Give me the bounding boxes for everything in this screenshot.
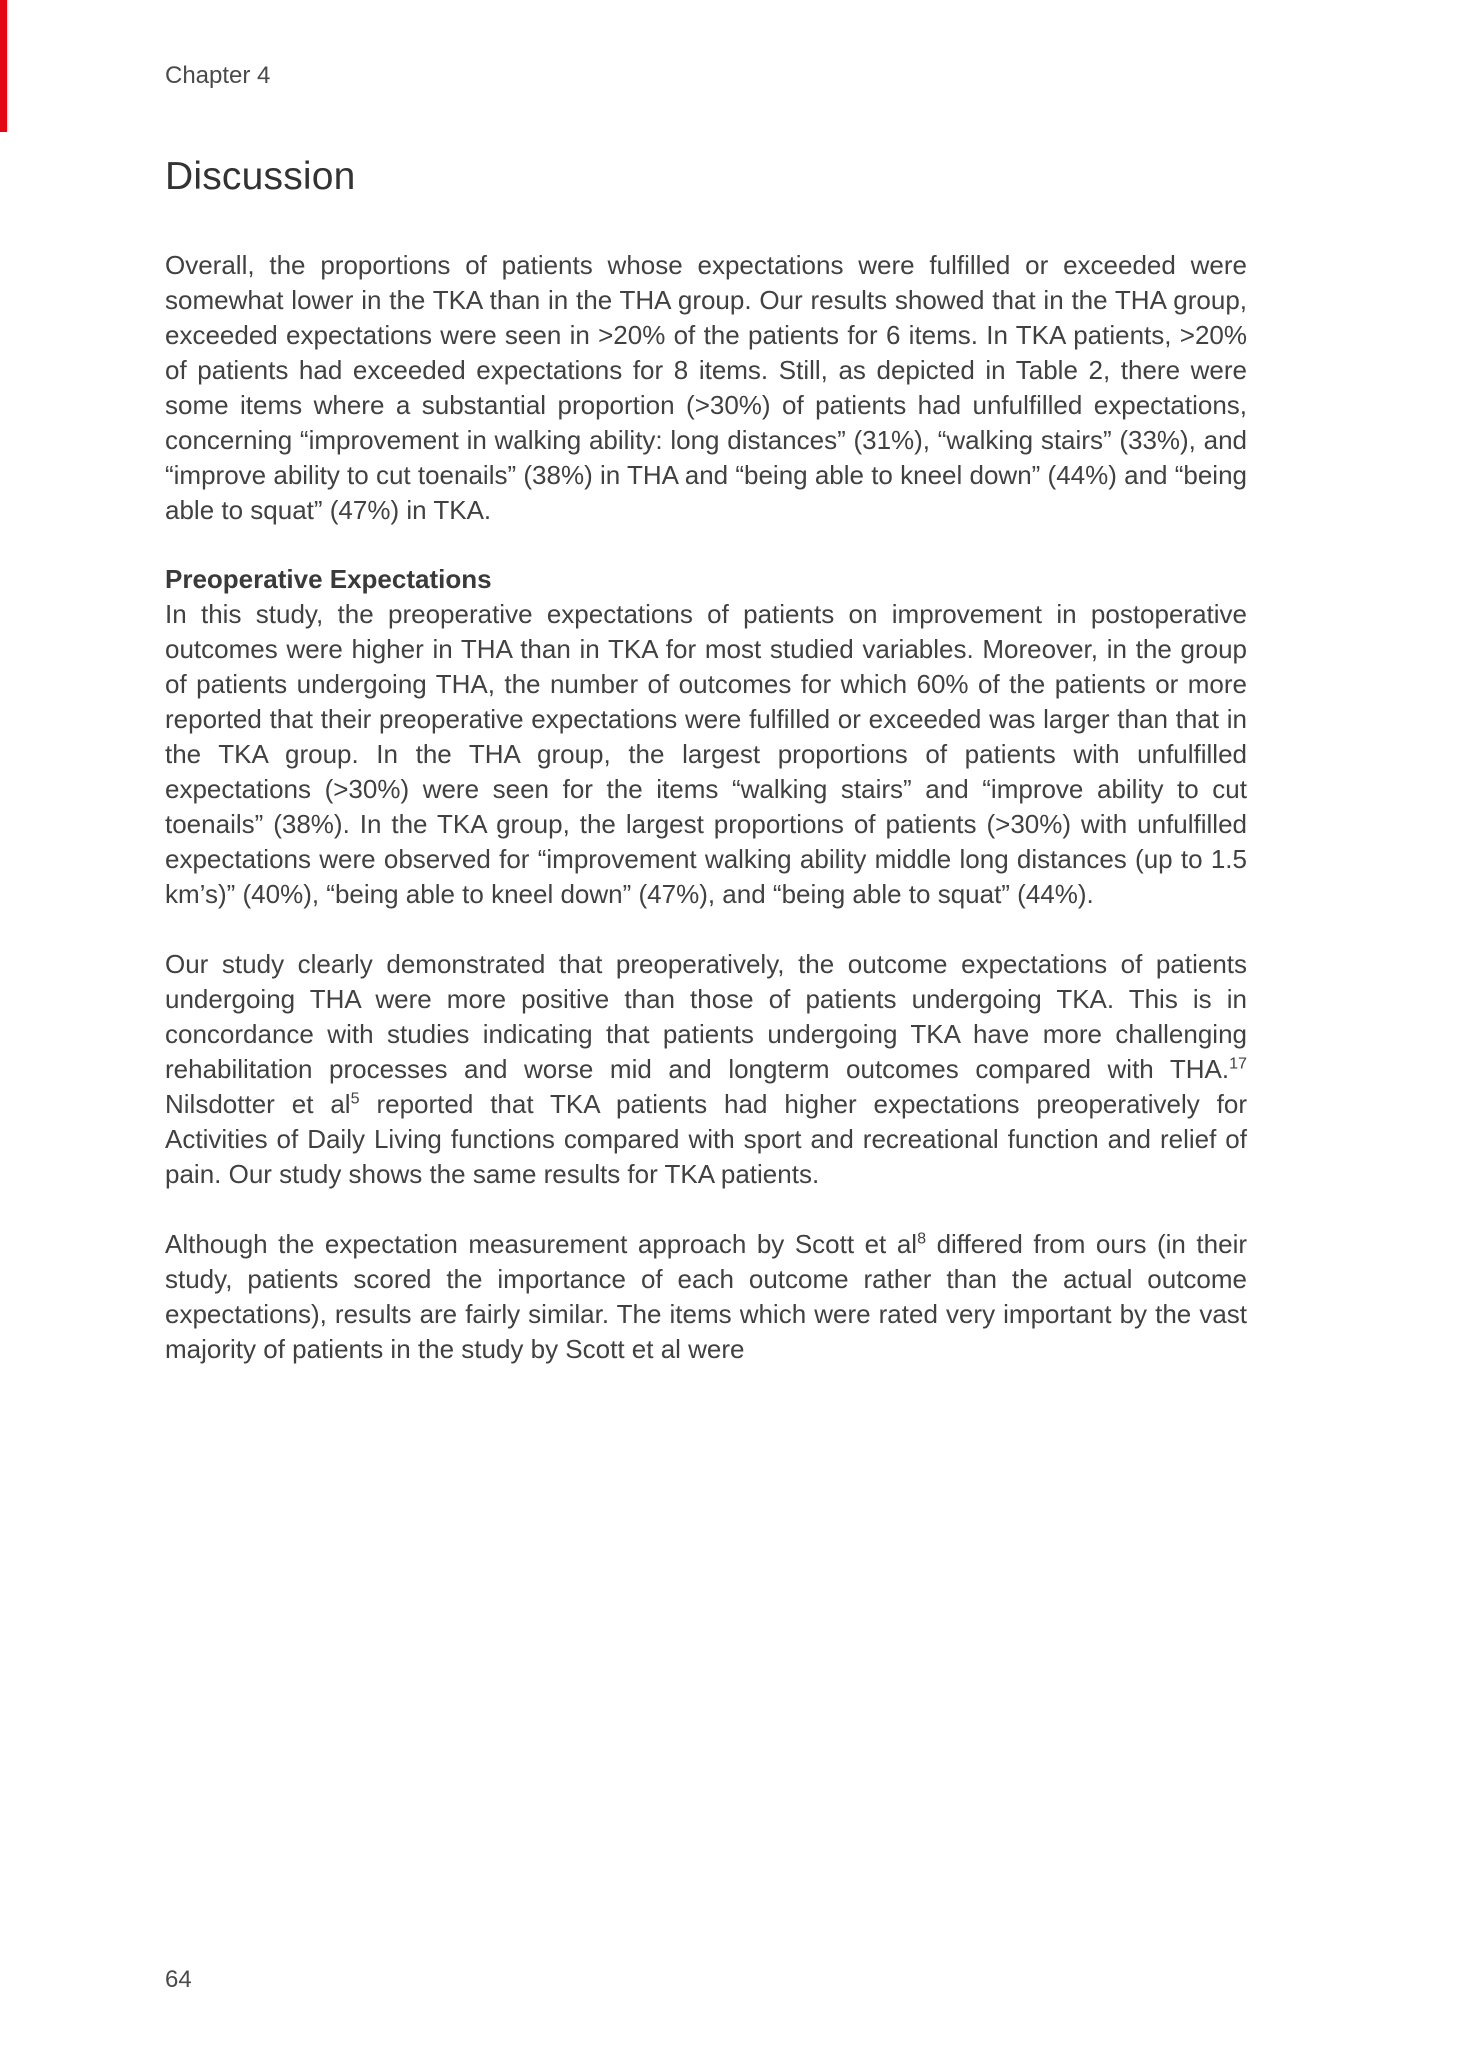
text-run: Although the expectation measurement approach by Scott et al (165, 1229, 918, 1259)
paragraph-study-comparison (165, 947, 1247, 1192)
text-run: Our study clearly demonstrated that preoperatively, the outcome expectations of patients undergoing THA were more positive than those of patients undergoing TKA. This is in concordance with studies indicating that patients undergoing TKA have more challenging rehabilitation processes and worse mid and longterm outcomes compared with THA. (165, 949, 1247, 1084)
paragraph-scott-comparison (165, 1227, 1247, 1367)
page-number: 64 (165, 1966, 192, 1993)
reference-superscript-8: 8 (917, 1229, 927, 1248)
running-header-chapter: Chapter 4 (165, 62, 271, 89)
reference-superscript-17: 17 (1229, 1054, 1247, 1073)
text-run: differed from ours (in their study, patients scored the importance of each outcome rather than the actual outcome expectations), results are fairly similar. The items which were rated very important by the vast majority of patients in the study by Scott et al were (165, 1229, 1248, 1364)
paragraph-preoperative-expectations: In this study, the preoperative expectations of patients on improvement in postoperative outcomes were higher in THA than in TKA for most studied variables. Moreover, in the group of patients undergoing THA, the number of outcomes for which 60% of the patients or more reported that their preoperative expectations were fulfilled or exceeded was larger than that in the TKA group. In the THA group, the largest proportions of patients with unfulfilled expectations (>30%) were seen for the items “walking stairs” and “improve ability to cut toenails” (38%). In the TKA group, the largest proportions of patients (>30%) with unfulfilled expectations were observed for “improvement walking ability middle long distances (up to 1.5 km’s)” (40%), “being able to kneel down” (47%), and “being able to squat” (44%). (165, 599, 1247, 909)
text-run: Nilsdotter et al (165, 1089, 351, 1119)
subsection-heading-preoperative-expectations: Preoperative Expectations (165, 564, 492, 594)
text-column (165, 0, 1247, 1367)
chapter-edge-tab (0, 0, 7, 132)
section-title: Discussion (165, 155, 356, 198)
text-run: reported that TKA patients had higher expectations preoperatively for Activities of Daily Living functions compared with sport and recreational function and relief of pain. Our study shows the same results for TKA patients. (165, 1089, 1247, 1189)
reference-superscript-5: 5 (350, 1089, 360, 1108)
paragraph-overall-results: Overall, the proportions of patients whose expectations were fulfilled or exceeded were somewhat lower in the TKA than in the THA group. Our results showed that in the THA group, exceeded expectations were seen in >20% of the patients for 6 items. In TKA patients, >20% of patients had exceeded expectations for 8 items. Still, as depicted in Table 2, there were some items where a substantial proportion (>30%) of patients had unfulfilled expectations, concerning “improvement in walking ability: long distances” (31%), “walking stairs” (33%), and “improve ability to cut toenails” (38%) in THA and “being able to kneel down” (44%) and “being able to squat” (47%) in TKA. (165, 250, 1247, 525)
